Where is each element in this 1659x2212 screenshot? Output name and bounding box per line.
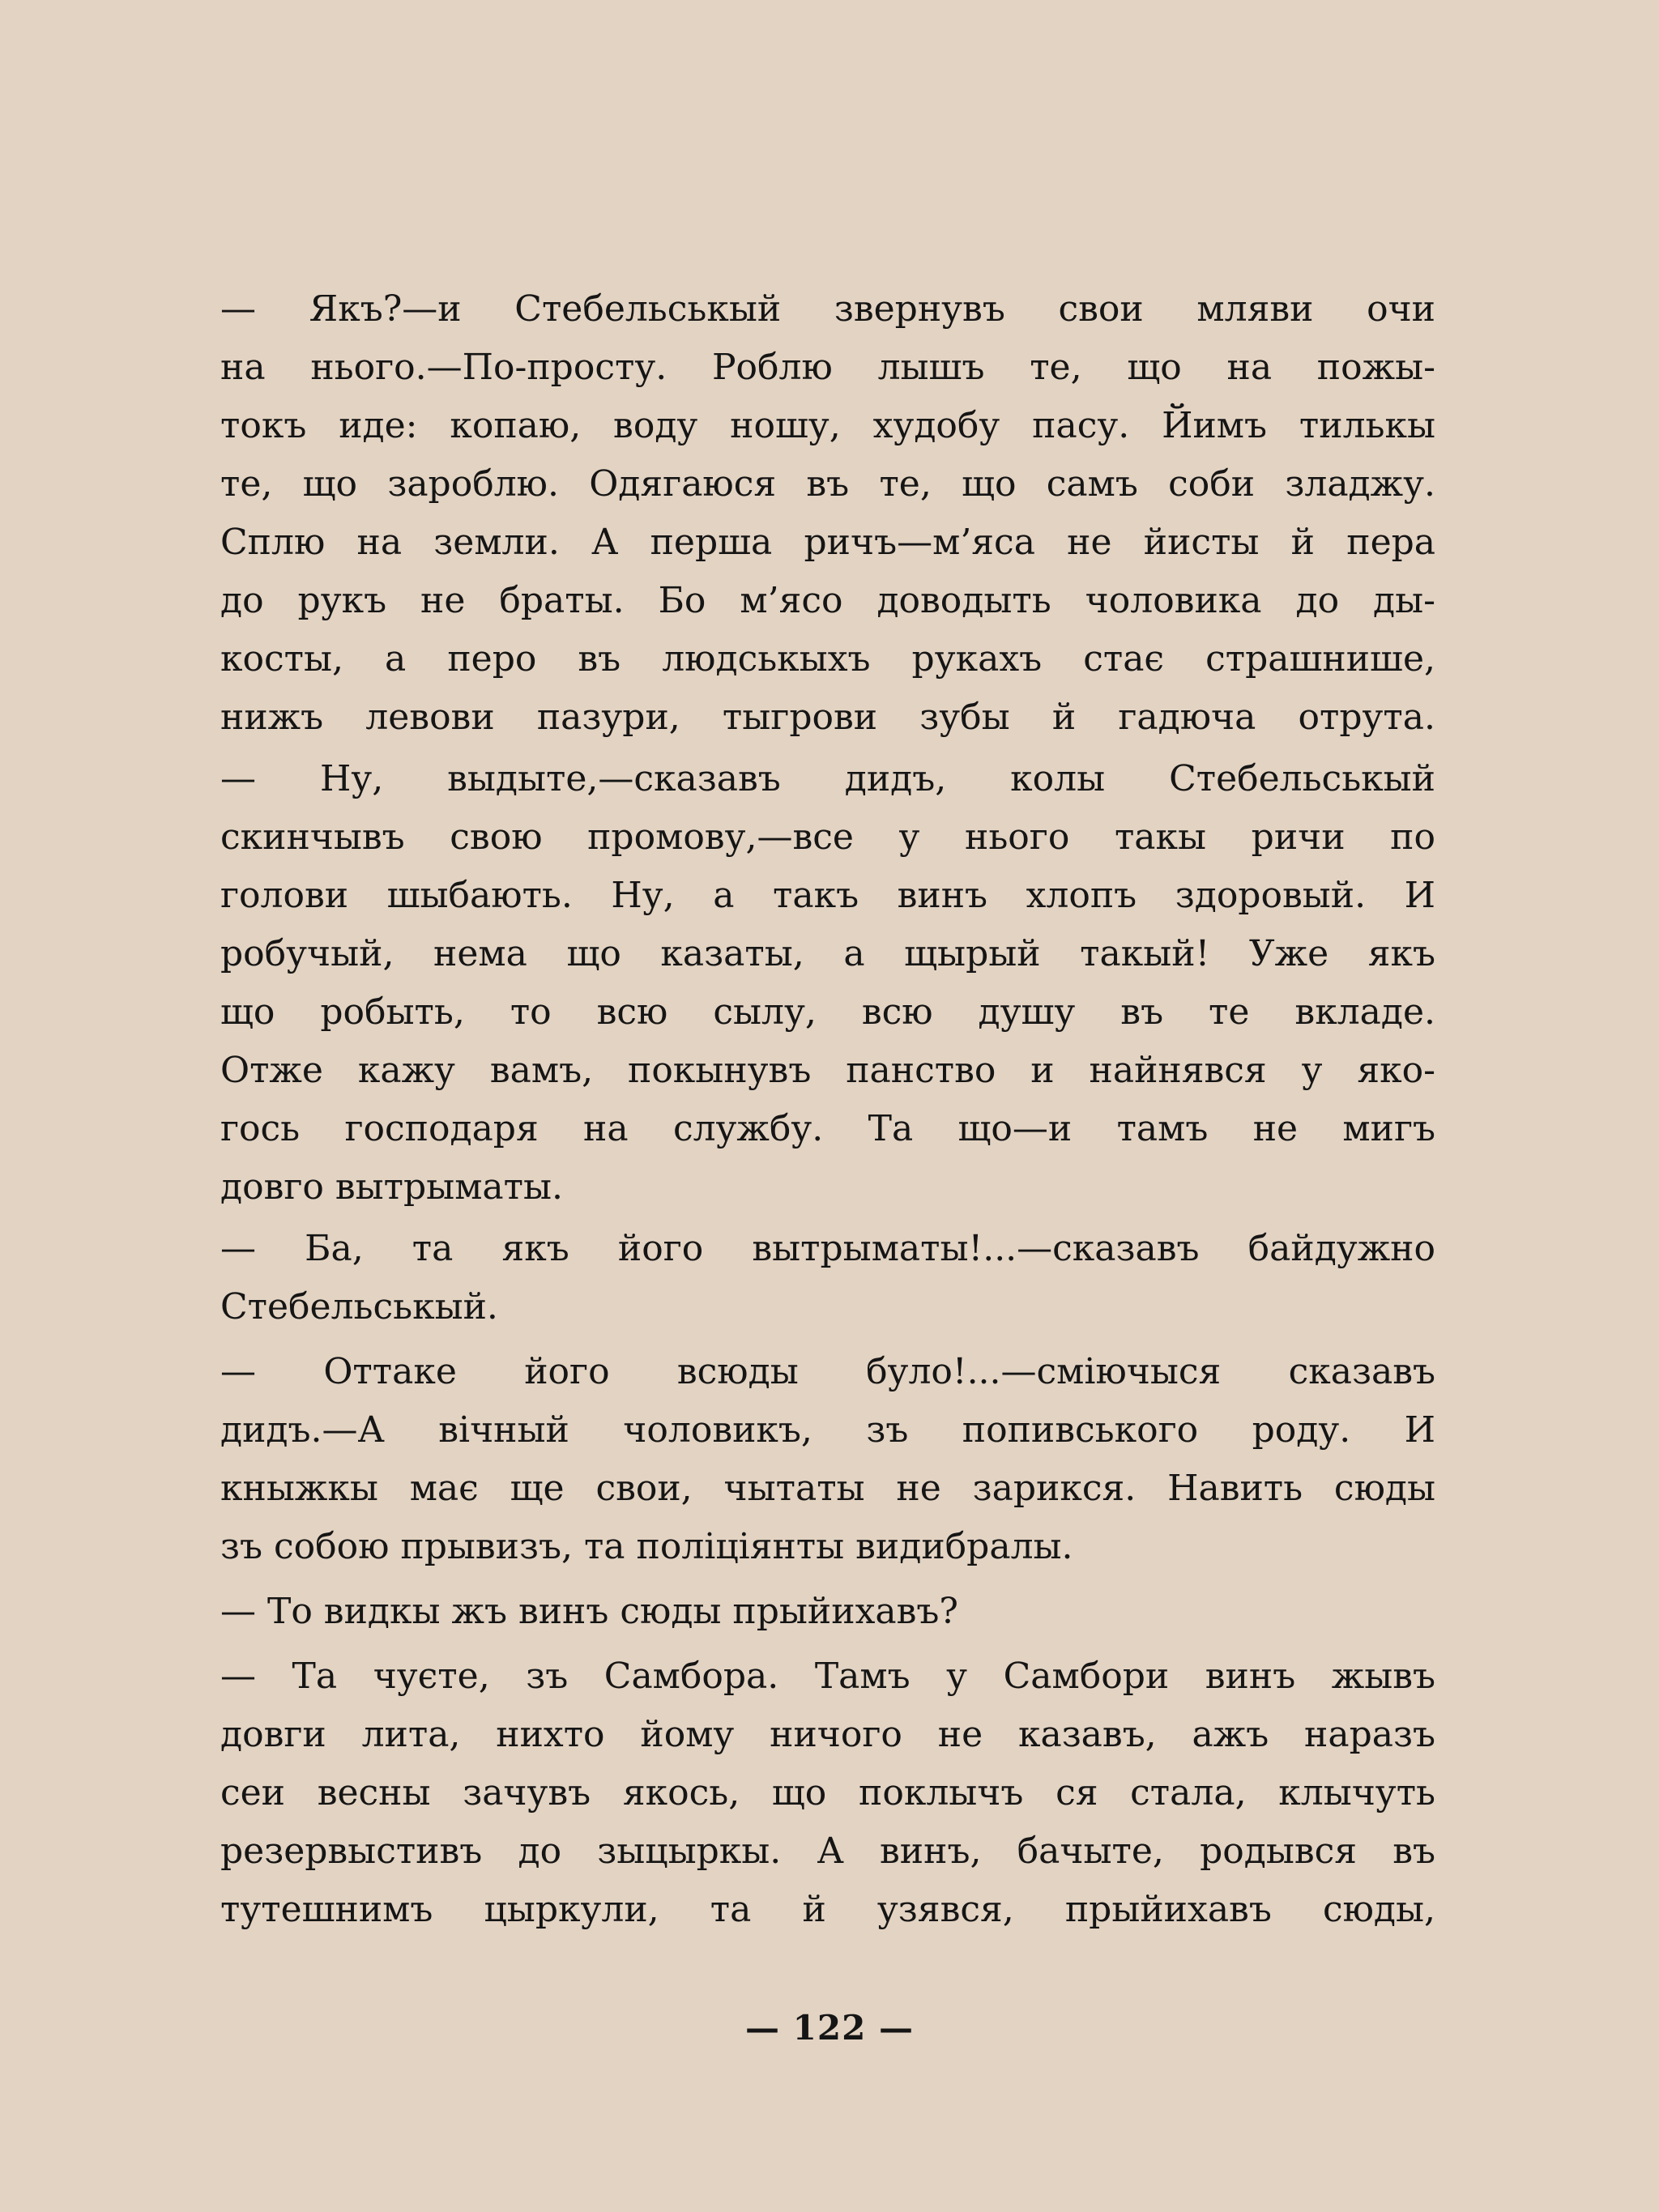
text-line: те, що зароблю. Одягаюся въ те, що самъ соби зладжу. [220, 463, 1435, 505]
text-line: кныжкы має ще свои, чытаты не зарикся. Навить сюды [220, 1468, 1435, 1509]
text-line: Отже кажу вамъ, покынувъ панство и найнявся у яко- [220, 1050, 1435, 1091]
text-line: — Якъ?—и Стебельськый звернувъ свои мляви очи [220, 288, 1435, 330]
text-line: голови шыбають. Ну, а такъ винъ хлопъ здоровый. И [220, 875, 1435, 916]
text-line: гось господаря на службу. Та що—и тамъ не мигъ [220, 1108, 1435, 1149]
text-line: — То видкы жъ винъ сюды прыйихавъ? [220, 1591, 958, 1632]
text-line: — Та чуєте, зъ Самбора. Тамъ у Самбори винъ жывъ [220, 1656, 1435, 1697]
paragraph-2 [220, 750, 1435, 1217]
text-line: довго вытрыматы. [220, 1166, 564, 1208]
text-line: — Ба, та якъ його вытрыматы!...—сказавъ байдужно [220, 1228, 1435, 1269]
text-line: резервыстивъ до зыцыркы. А винъ, бачыте, родывся въ [220, 1831, 1435, 1872]
text-line: дидъ.—А вічный чоловикъ, зъ попивського роду. И [220, 1409, 1435, 1451]
text-line: — Оттаке його всюды було!...—сміючыся сказавъ [220, 1351, 1435, 1392]
text-line: нижъ левови пазури, тыгрови зубы й гадюча отрута. [220, 697, 1435, 738]
page-body [220, 280, 1435, 1942]
paragraph-1 [220, 280, 1435, 747]
text-line: на нього.—По-просту. Роблю лышъ те, що на пожы- [220, 347, 1435, 388]
text-line: довги лита, нихто йому ничого не казавъ, ажъ наразъ [220, 1714, 1435, 1755]
text-line: Стебельськый. [220, 1286, 498, 1328]
text-line: тутешнимъ цыркули, та й узявся, прыйихавъ сюды, [220, 1889, 1435, 1930]
paragraph-6 [220, 1647, 1435, 1939]
text-line: що робыть, то всю сылу, всю душу въ те вкладе. [220, 991, 1435, 1033]
text-line: Сплю на земли. А перша ричъ—м’яса не йисты й пера [220, 522, 1435, 563]
text-line: робучый, нема що казаты, а щырый такый! Уже якъ [220, 933, 1435, 974]
text-line: — Ну, выдыте,—сказавъ дидъ, колы Стебельськый [220, 758, 1435, 799]
text-line: зъ собою прывизъ, та поліціянты видибралы. [220, 1526, 1073, 1567]
text-line: до рукъ не браты. Бо м’ясо доводыть чоловика до ды- [220, 580, 1435, 621]
text-line: токъ иде: копаю, воду ношу, худобу пасу. Йимъ тилькы [220, 405, 1435, 446]
page-number: — 122 — [745, 2008, 914, 2048]
text-line: косты, а перо въ людськыхъ рукахъ стає страшнише, [220, 638, 1435, 680]
paragraph-4 [220, 1343, 1435, 1576]
paragraph-5 [220, 1583, 1435, 1641]
text-line: сеи весны зачувъ якось, що поклычъ ся стала, клычуть [220, 1772, 1435, 1813]
text-line: скинчывъ свою промову,—все у нього такы ричи по [220, 816, 1435, 858]
paragraph-3 [220, 1220, 1435, 1336]
